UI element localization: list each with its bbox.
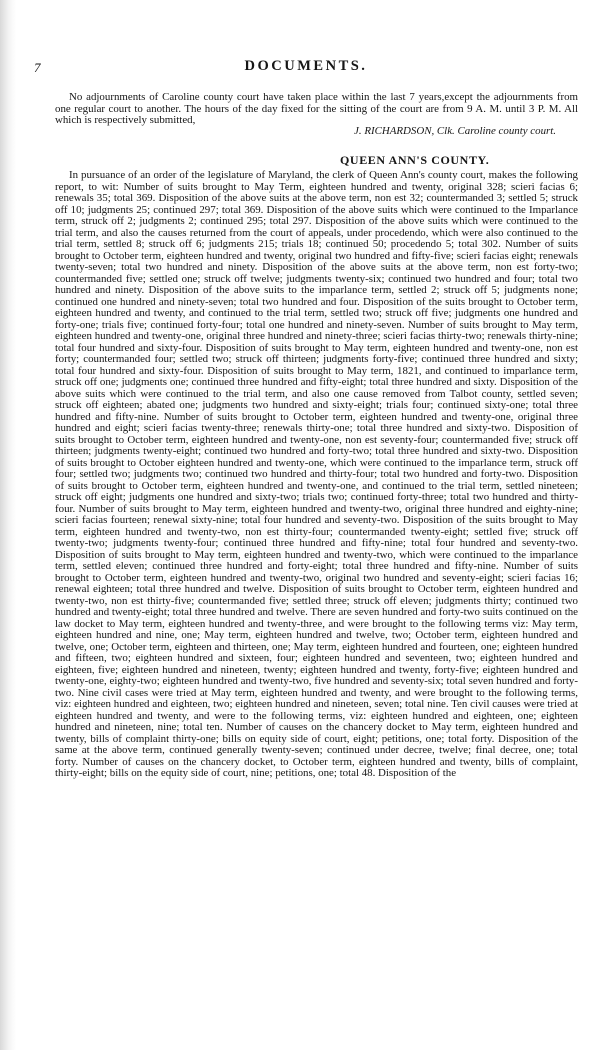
page-header — [34, 58, 578, 80]
clerk-signature: J. RICHARDSON, Clk. Caroline county court. — [354, 125, 556, 137]
report-body — [55, 170, 578, 780]
page-number: 7 — [34, 60, 41, 75]
running-title: DOCUMENTS. — [244, 58, 368, 74]
note-paragraph: No adjournments of Caroline county court have taken place within the last 7 years,except the adjournments from one regular court to another. The hours of the day fixed for the sitting of the court are from 9 A. M. until 3 P. M. All which is respectively submitted, — [55, 91, 578, 126]
report-paragraph: In pursuance of an order of the legislature of Maryland, the clerk of Queen Ann's county court, makes the following report, to wit: Number of suits brought to May Term, eighteen hundred and twenty, original 328; scieri facias 6; renewals 35; total 369. Disposition of the above suits at the above term, non est 32; countermanded 3; settled 5; struck off 10; judgments 25; continued 297; total 369. Disposition of the above suits which were continued to the Imparlance term, struck off 2; judgments 2; continued 295; total 297. Disposition of the above suits which were continued to the trial term, and also the causes returned from the court of appeals, under procedendo, which were also continued to the trial term, settled 8; struck off 6; judgments 215; trials 18; continued 50; procedendo 5; total 302. Number of suits brought to October term, eighteen hundred and twenty, original two hundred and fifty-five; scieri facias eight; renewals twenty-seven; total two hundred and ninety. Disposition of the above suits at the above term, non est forty-two; countermanded five; settled one; struck off twelve; judgments twenty-six; continued two hundred and four; total two hundred and ninety. Disposition of the above suits to the imparlance term, settled 2; struck off 5; judgments none; continued one hundred and ninety-seven; total two hundred and four. Disposition of the suits brought to October term, eighteen hundred and twenty, and continued to the trial term, settled two; struck off five; judgments one hundred and forty-one; trials five; continued forty-four; total one hundred and ninety-seven. Number of suits brought to May term, eighteen hundred and twenty-one, original three hundred and ninety-three; scieri facias thirty-two; renewals thirty-nine; total four hundred and sixty-four. Disposition of suits brought to May term, eighteen hundred and twenty-one, non est forty; countermanded four; settled two; struck off thirteen; judgments forty-five; continued three hundred and sixty; total four hundred and sixty-four. Disposition of suits brought to May term, 1821, and continued to imparlance term, struck off one; judgments one; continued three hundred and fifty-eight; total three hundred and sixty. Disposition of the above suits which were continued to the trial term, and also one cause removed from Talbot county, settled seven; struck off eighteen; abated one; judgments two hundred and sixty-eight; trials four; continued sixty-one; total three hundred and fifty-nine. Number of suits brought to October term, eighteen hundred and twenty-one, original three hundred and eight; scieri facias twenty-three; renewals thirty-one; total three hundred and sixty-two. Disposition of suits brought to October term, eighteen hundred and twenty-one, non est seventy-four; countermanded five; struck off thirteen; judgments twenty-eight; continued two hundred and forty-two; total three hundred and sixty-two. Disposition of suits brought to October eighteen hundred and twenty-one, which were continued to the imparlance term, struck off four; settled two; judgments two; continued two hundred and thirty-four; total two hundred and forty-two. Disposition of suits brought to October term, eighteen hundred and twenty-one, and continued to the trial term, settled nineteen; struck off eight; judgments one hundred and sixty-two; trials two; continued forty-three; total two hundred and thirty-four. Number of suits brought to May term, eighteen hundred and twenty-two, original three hundred and eighty-nine; scieri facias fourteen; renewal sixty-nine; total four hundred and seventy-two. Disposition of the suits brought to May term, eighteen hundred and twenty-two, non est thirty-four; countermanded twenty-eight; settled five; struck off twenty-two; judgments twenty-four; continued three hundred and fifty-nine; total four hundred and seventy-two. Disposition of suits brought to May term, eighteen hundred and twenty-two, which were continued to the imparlance term, settled eleven; continued three hundred and forty-eight; total three hundred and fifty-nine. Number of suits brought to October term, eighteen hundred and twenty-two, original two hundred and seventy-eight; scieri facias 16; renewal eighteen; total three hundred and twelve. Disposition of suits brought to October term, eighteen hundred and twenty-two, non est thirty-five; countermanded five; settled three; struck off eleven; judgments thirty; continued two hundred and twenty-eight; total three hundred and twelve. There are seven hundred and forty-two suits continued on the law docket to May term, eighteen hundred and twenty-three, and were brought to the following terms viz: May term, eighteen hundred and nine, one; May term, eighteen hundred and twelve, two; October term, eighteen hundred and twelve, one; October term, eighteen and thirteen, one; May term, eighteen hundred and fourteen, one; eighteen hundred and fifteen, two; eighteen hundred and sixteen, four; eighteen hundred and seventeen, two; eighteen hundred and eighteen, five; eighteen hundred and nineteen, twenty; eighteen hundred and twenty, forty-five; eighteen hundred and twenty-one, eighty-two; eighteen hundred and twenty-two, five hundred and seventy-six; total seven hundred and forty-two. Nine civil cases were tried at May term, eighteen hundred and twenty, and were brought to the following terms, viz: eighteen hundred and eighteen, two; eighteen hundred and nineteen, seven; total nine. Ten civil causes were tried at eighteen hundred and twenty, and were to the following terms, viz: eighteen hundred and eighteen, one; eighteen hundred and nineteen, nine; total ten. Number of causes on the chancery docket to May term, eighteen hundred and twenty, bills of complaint thirty-one; bills on equity side of court, eight; petitions, one; total forty. Disposition of the same at the above term, continued generally twenty-seven; continued under decree, twelve; final decree, one; total forty. Number of causes on the chancery docket, to October term, eighteen hundred and twenty, bills of complaint, thirty-eight; bills on the equity side of court, nine; petitions, one; total 48. Disposition of the — [55, 169, 578, 779]
caroline-note — [55, 92, 578, 127]
scan-edge-shadow — [0, 0, 16, 1050]
section-heading: QUEEN ANN'S COUNTY. — [340, 153, 490, 167]
